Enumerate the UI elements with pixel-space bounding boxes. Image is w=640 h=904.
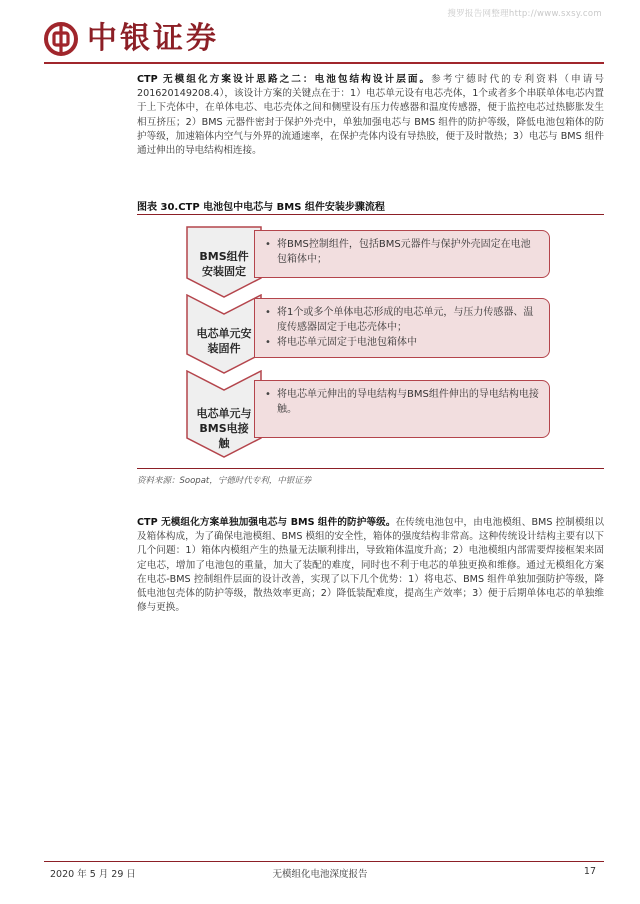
- step-chevron-1: [186, 226, 262, 298]
- footer-date: 2020 年 5 月 29 日: [50, 869, 136, 880]
- paragraph-lead: CTP 无模组化方案单独加强电芯与 BMS 组件的防护等级。: [137, 517, 396, 528]
- step-label-1: BMS组件安装固定: [199, 250, 249, 278]
- paragraph-body: 参考宁德时代的专利资料（申请号201620149208.4），该设计方案的关键点在于：1）电芯单元设有电芯壳体，1个或者多个串联单体电芯内置于上下壳体中，在单体电芯、电芯壳体之间和侧壁设有压力传感器和温度传感器，便于监控电芯过热膨胀发生相互挤压；2）BMS 元器件密封于保护外壳中，单独加强电芯与 BMS 组件的防护等级，降低电池包箱体的防护等级，加速箱体内空气与外界的流通速率，在保护壳体内设有导热胶，便于及时散热；3）电芯与 BMS 组件通过伸出的导电结构相连接。: [137, 74, 604, 157]
- step-2-bullet-2: • 将电芯单元固定于电池包箱体中: [265, 335, 539, 350]
- brand-header: [44, 20, 219, 58]
- step-3-bullet-1: • 将电芯单元伸出的导电结构与BMS组件伸出的导电结构电接触。: [265, 387, 539, 417]
- step-chevron-2: [186, 294, 262, 374]
- figure-bottom-rule: [137, 468, 604, 469]
- brand-name: 中银证券: [87, 21, 219, 56]
- footer-page-number: 17: [583, 866, 596, 877]
- figure-top-rule: [137, 214, 604, 215]
- step-chevron-3: [186, 370, 262, 458]
- paragraph-design-approach: [137, 73, 604, 158]
- paragraph-lead: CTP 无模组化方案设计思路之二：电池包结构设计层面。: [137, 74, 432, 85]
- step-description-2: [254, 298, 550, 358]
- figure-source: 资料来源：Soopat，宁德时代专利，中银证券: [137, 476, 312, 486]
- step-description-3: [254, 380, 550, 438]
- figure-title: 图表 30.CTP 电池包中电芯与 BMS 组件安装步骤流程: [137, 202, 385, 213]
- step-2-bullet-1: • 将1个或多个单体电芯形成的电芯单元，与压力传感器、温度传感器固定于电芯壳体中；: [265, 305, 539, 335]
- step-label-3: 电芯单元与BMS电接触: [196, 407, 252, 450]
- paragraph-body: 在传统电池包中，由电池模组、BMS 控制模组以及箱体构成，为了确保电池模组、BMS 模组的安全性，箱体的强度结构非常高。这种传统设计结构主要有以下几个问题：1）箱体内模组产生的热量无法顺利排出，导致箱体温度升高；2）电池模组内部需要焊接框架来固定电芯，增加了电池包的重量，加大了装配的难度，同时也不利于电芯的单独更换和维修。通过无模组化方案在电芯-BMS 控制组件层面的设计改善，实现了以下几个优势：1）将电芯、BMS 组件单独加强防护等级，降低电池包壳体的防护等级，散热效率更高；2）降低装配难度，提高生产效率；3）便于后期单体电芯的单独维修与更换。: [137, 517, 604, 614]
- step-1-bullet-1: • 将BMS控制组件，包括BMS元器件与保护外壳固定在电池包箱体中；: [265, 237, 539, 267]
- bank-of-china-logo-icon: [44, 22, 78, 56]
- header-rule: [44, 62, 604, 64]
- watermark: 搜罗报告网整理http://www.sxsy.com: [447, 9, 602, 19]
- step-description-1: [254, 230, 550, 278]
- footer-rule: [44, 861, 604, 862]
- step-label-2: 电芯单元安装固件: [196, 327, 252, 355]
- footer-report-title: 无模组化电池深度报告: [272, 869, 368, 880]
- paragraph-protection-level: [137, 516, 604, 615]
